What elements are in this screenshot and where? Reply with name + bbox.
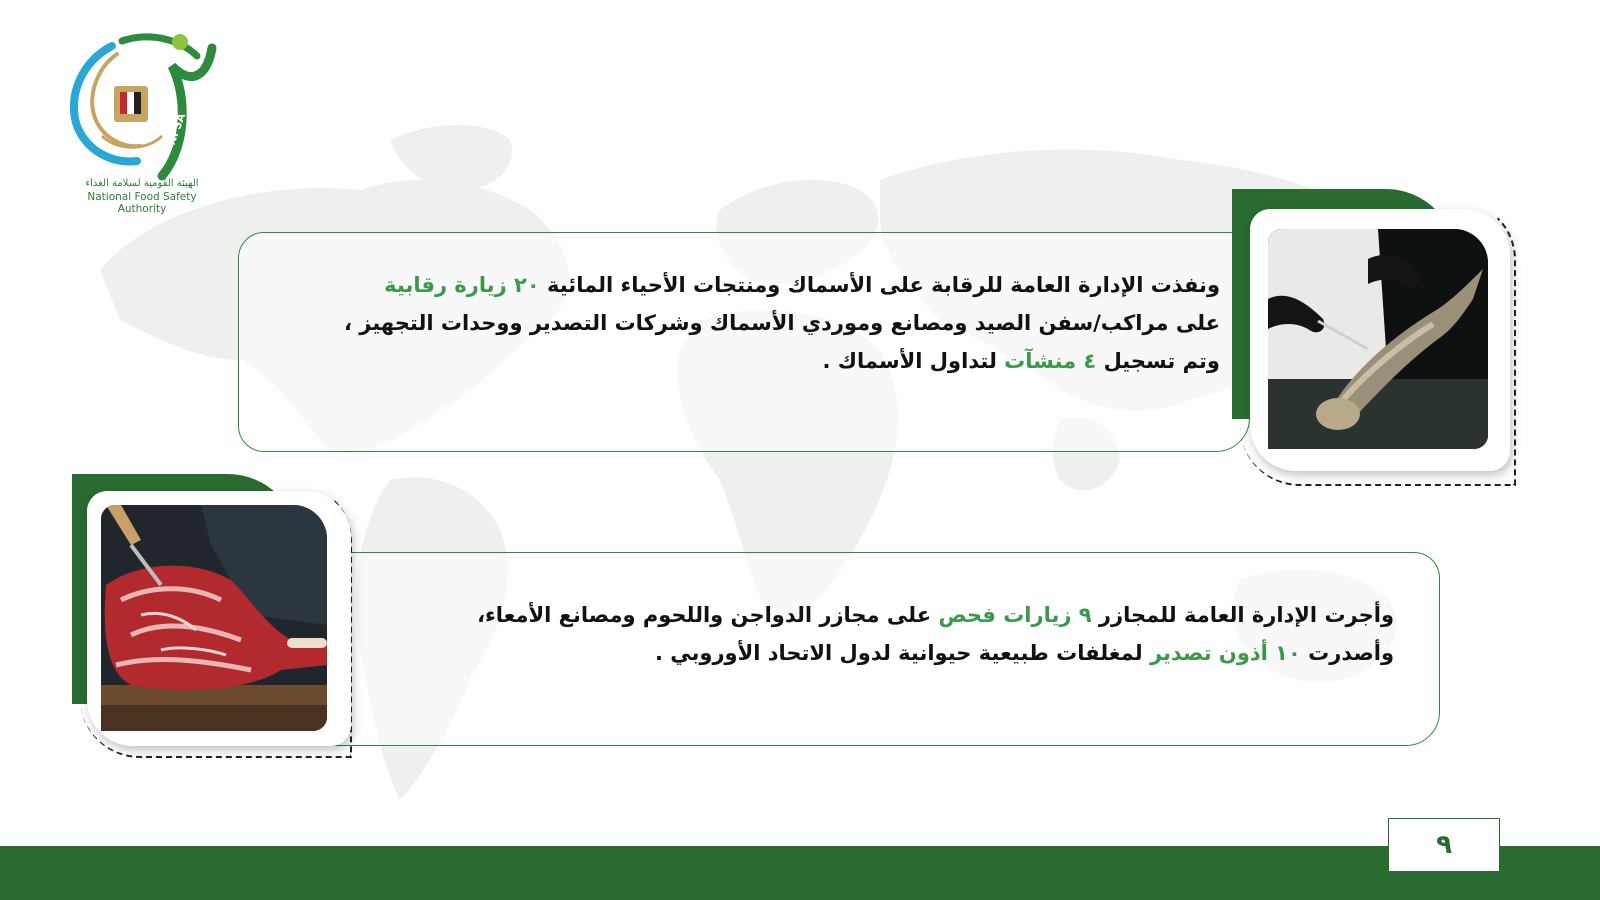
logo-name-english: National Food Safety Authority: [87, 191, 197, 215]
fish-line-3: [344, 342, 1220, 380]
fish-line-3-start: وتم تسجيل: [1103, 349, 1220, 373]
logo-emblem-text: NFSA: [164, 111, 189, 148]
fish-inspection-visits-highlight: ٢٠ زيارة رقابية: [384, 273, 540, 297]
fish-info-text: [344, 266, 1220, 380]
meat-line-1-end: على مجازر الدواجن واللحوم ومصانع الأمعاء،: [477, 603, 932, 627]
meat-photo: [101, 505, 327, 731]
meat-line-1: [477, 596, 1394, 634]
meat-line-2-start: وأصدرت: [1308, 641, 1394, 665]
meat-export-permits-highlight: ١٠ أذون تصدير: [1149, 641, 1301, 665]
meat-line-2: [477, 634, 1394, 672]
footer-bar: [0, 846, 1600, 900]
page-number-box: [1388, 818, 1500, 872]
fish-photo: [1268, 229, 1488, 449]
meat-inspection-visits-highlight: ٩ زيارات فحص: [938, 603, 1092, 627]
meat-info-text: [477, 596, 1394, 672]
fish-facilities-highlight: ٤ منشآت: [1004, 349, 1097, 373]
logo-name-arabic: الهيئة القومية لسلامة الغذاء: [85, 178, 199, 189]
fish-line-2: على مراكب/سفن الصيد ومصانع وموردي الأسماك وشركات التصدير ووحدات التجهيز ،: [343, 311, 1220, 335]
page-number: ٩: [1436, 830, 1452, 860]
meat-line-2-end: لمغلفات طبيعية حيوانية لدول الاتحاد الأوروبي .: [654, 641, 1143, 665]
fish-line-1-text: ونفذت الإدارة العامة للرقابة على الأسماك ومنتجات الأحياء المائية: [547, 273, 1220, 297]
meat-line-1-start: وأجرت الإدارة العامة للمجازر: [1098, 603, 1394, 627]
fish-line-3-end: لتداول الأسماك .: [822, 349, 997, 373]
fish-line-1: [344, 266, 1220, 304]
